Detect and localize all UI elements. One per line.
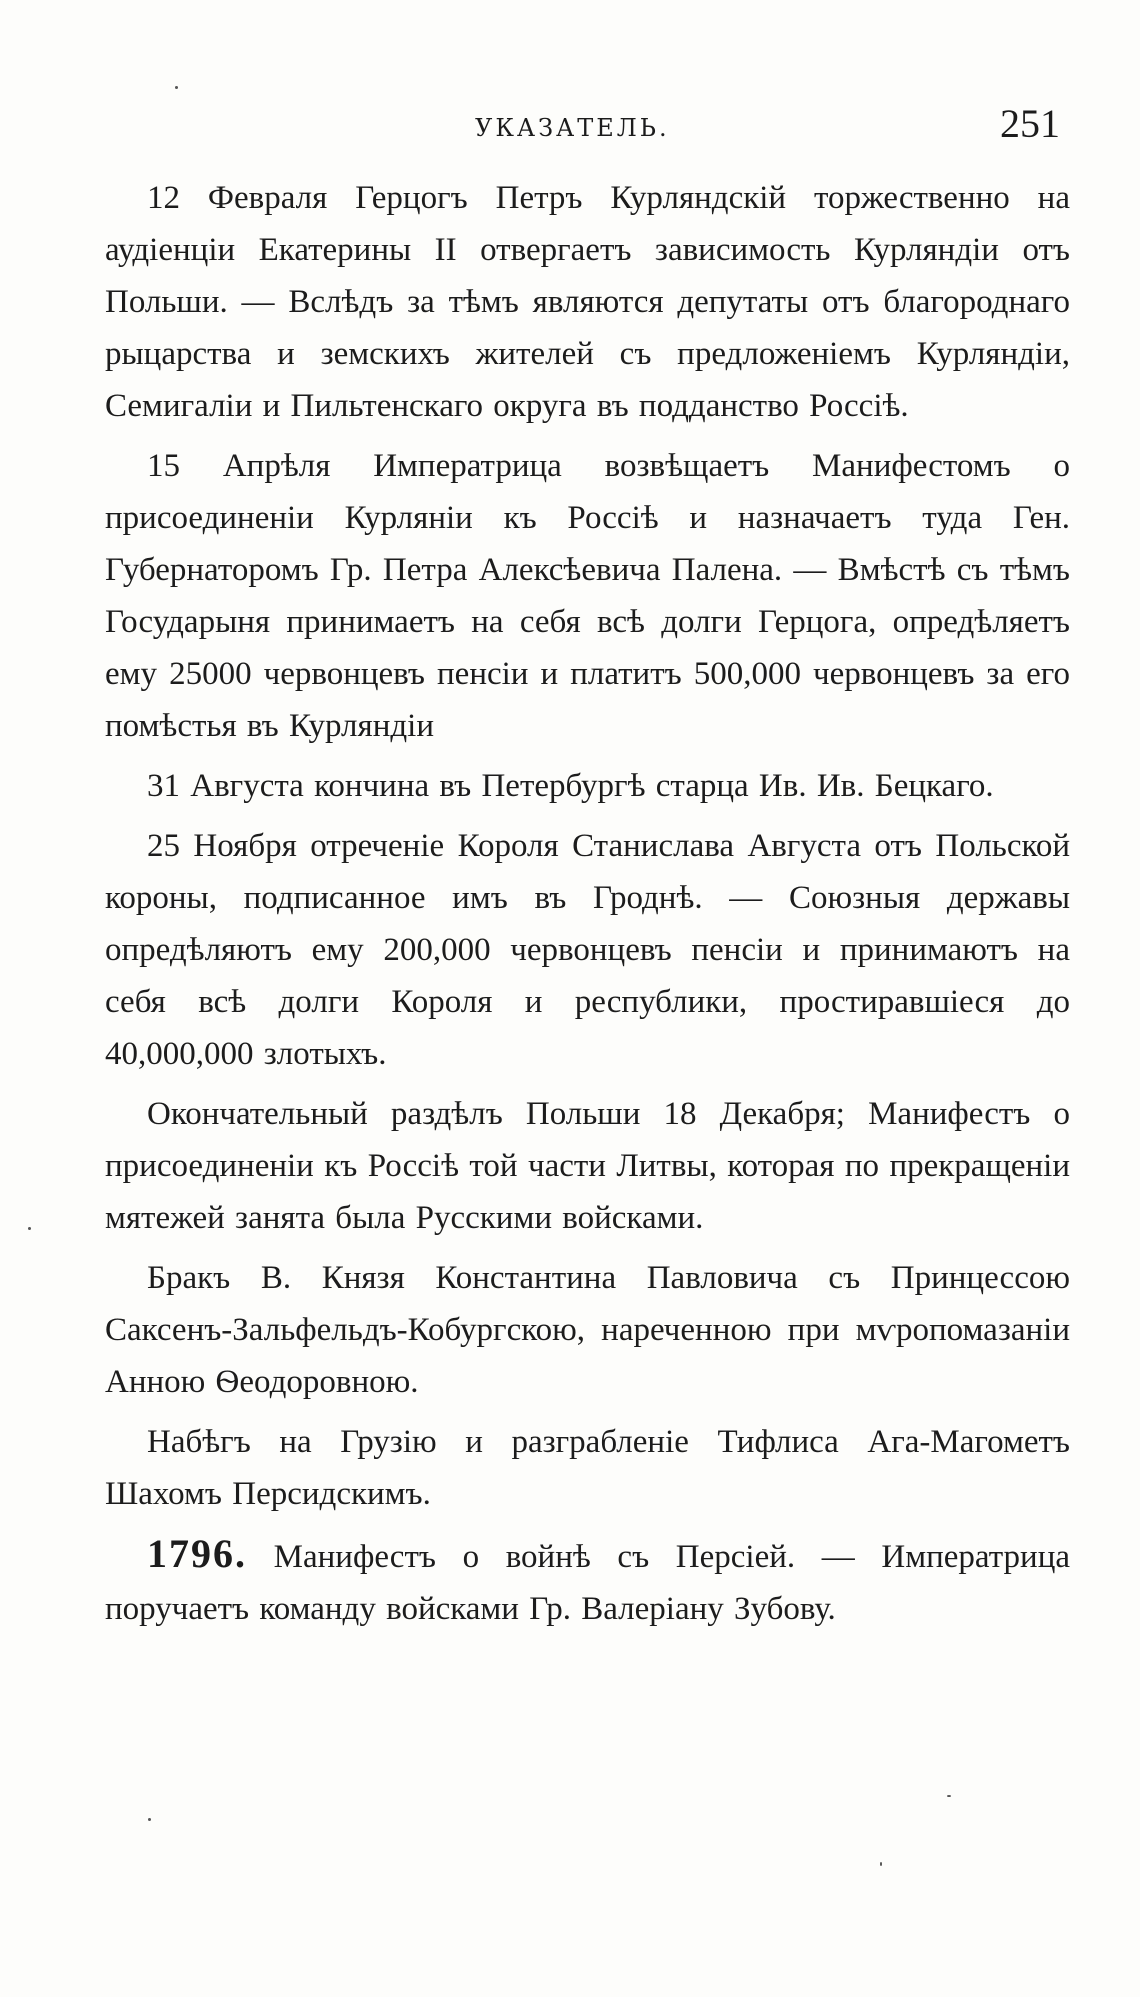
page-body xyxy=(105,172,1070,1643)
paragraph-5: Окончательный раздѣлъ Польши 18 Декабря; Манифестъ о присоединеніи къ Россіѣ той части Литвы, которая по прекращеніи мятежей занята была Русскими войсками. xyxy=(105,1096,1070,1236)
print-speck xyxy=(947,1795,951,1797)
paragraph-1: 12 Февраля Герцогъ Петръ Курляндскій торжественно на аудіенціи Екатерины II отвергаетъ зависимость Курляндіи отъ Польши. — Вслѣдъ за тѣмъ являются депутаты отъ благороднаго рыцарства и земскихъ жителей съ предложеніемъ Курляндіи, Семигаліи и Пильтенскаго округа въ подданство Россіѣ. xyxy=(105,180,1070,424)
paragraph-4: 25 Ноября отреченіе Короля Станислава Августа отъ Польской короны, подписанное имъ въ Гроднѣ. — Союзныя державы опредѣляютъ ему 200,000 червонцевъ пенсіи и принимаютъ на себя всѣ долги Короля и республики, простиравшіеся до 40,000,000 злотыхъ. xyxy=(105,828,1070,1072)
paragraph-2: 15 Апрѣля Императрица возвѣщаетъ Манифестомъ о присоединеніи Курляніи къ Россіѣ и назначаетъ туда Ген. Губернаторомъ Гр. Петра Алексѣевича Палена. — Вмѣстѣ съ тѣмъ Государыня принимаетъ на себя всѣ долги Герцога, опредѣляетъ ему 25000 червонцевъ пенсіи и платитъ 500,000 червонцевъ за его помѣстья въ Курляндіи xyxy=(105,448,1070,744)
print-speck xyxy=(148,1818,151,1821)
year-label: 1796. xyxy=(147,1531,247,1576)
print-speck xyxy=(28,1227,31,1230)
paragraph-8-text: Манифестъ о войнѣ съ Персіей. — Императрица поручаетъ команду войсками Гр. Валеріану Зубову. xyxy=(105,1539,1070,1627)
book-page xyxy=(105,0,1070,1997)
paragraph-7: Набѣгъ на Грузію и разграбленіе Тифлиса Ага-Магометъ Шахомъ Персидскимъ. xyxy=(105,1424,1070,1512)
paragraph-3: 31 Августа кончина въ Петербургѣ старца Ив. Ив. Бецкаго. xyxy=(147,768,994,804)
print-speck xyxy=(175,86,178,89)
paragraph-8 xyxy=(105,1528,1070,1635)
print-speck xyxy=(880,1862,882,1866)
running-head-title: УКАЗАТЕЛЬ. xyxy=(475,114,670,142)
paragraph-6: Бракъ В. Князя Константина Павловича съ Принцессою Саксенъ-Зальфельдъ-Кобургскою, нареченною при мѵропомазаніи Анною Ѳеодоровною. xyxy=(105,1260,1070,1400)
running-head xyxy=(105,101,1070,158)
page-number: 251 xyxy=(1000,101,1060,146)
